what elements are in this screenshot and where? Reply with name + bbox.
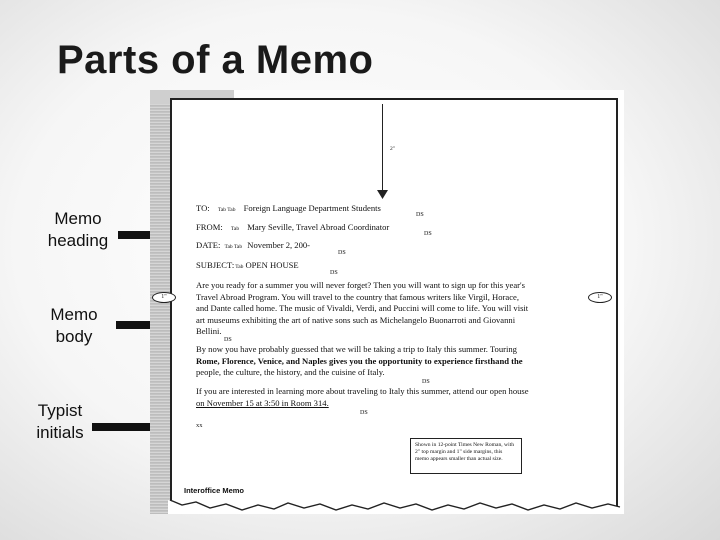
typist-initials-label (22, 400, 98, 444)
body-line: Bellini. (196, 326, 222, 336)
label-line: Memo (50, 305, 98, 324)
to-label: TO: (196, 203, 210, 213)
ds-mark: DS (416, 212, 424, 218)
body-line: people, the culture, the history, and the cuisine of Italy. (196, 367, 385, 377)
label-line: initials (36, 423, 84, 442)
body-line: If you are interested in learning more about traveling to Italy this summer, attend our open house (196, 386, 529, 396)
to-value: Foreign Language Department Students (243, 203, 381, 213)
body-line: Rome, Florence, Venice, and Naples gives you the opportunity to experience firsthand the (196, 355, 523, 366)
subject-value: OPEN HOUSE (245, 260, 299, 270)
body-line: art museums exhibiting the art of native sons such as Michelangelo Buonarroti and Giovanni (196, 314, 516, 325)
date-value: November 2, 200- (247, 240, 311, 250)
subject-label: SUBJECT: (196, 260, 235, 270)
top-margin-mark: 2" (390, 146, 395, 152)
body-line: Travel Abroad Program. You will travel to the country that famous writers like Virgil, Horace, (196, 291, 519, 302)
ds-mark: DS (338, 250, 346, 256)
body-line: Are you ready for a summer you will never forget? Then you will want to sign up for this year's (196, 280, 525, 290)
label-line: Memo (54, 209, 102, 228)
memo-body-label (36, 304, 112, 348)
typist-initials: xx (196, 422, 203, 429)
from-value: Mary Seville, Travel Abroad Coordinator (247, 222, 390, 232)
subject-tabs: Tab (235, 264, 244, 270)
ds-mark: DS (422, 379, 430, 385)
torn-edge (168, 498, 622, 514)
to-tabs: Tab Tab (217, 207, 236, 213)
size-note-box: Shown in 12-point Times New Roman, with 2" top margin and 1" side margins, this memo appears smaller than actual size. (410, 438, 522, 474)
date-label: DATE: (196, 240, 221, 250)
ds-mark: DS (330, 270, 338, 276)
slide-title: Parts of a Memo (57, 38, 374, 82)
ds-mark: DS (360, 410, 368, 416)
subject-line (196, 260, 299, 274)
memo-footer-label: Interoffice Memo (184, 486, 245, 495)
label-line: Typist (37, 401, 83, 420)
left-margin-badge: 1" (152, 292, 176, 303)
body-line: on November 15 at 3:50 in Room 314. (196, 397, 329, 408)
memo-document-image (150, 90, 624, 514)
date-line (196, 240, 310, 254)
body-line: By now you have probably guessed that we will be taking a trip to Italy this summer. Touring (196, 344, 517, 354)
memo-page (161, 98, 618, 508)
ds-mark: DS (224, 337, 232, 343)
ds-mark: DS (424, 231, 432, 237)
from-tabs: Tab (230, 226, 240, 232)
from-line (196, 222, 389, 236)
date-tabs: Tab Tab (224, 244, 243, 250)
label-line: heading (47, 231, 109, 250)
top-margin-line (382, 104, 383, 192)
from-label: FROM: (196, 222, 223, 232)
right-margin-badge: 1" (588, 292, 612, 303)
to-line (196, 203, 381, 217)
down-arrow-icon (377, 190, 388, 200)
label-line: body (55, 327, 93, 346)
body-line: and Dante called home. The music of Vivaldi, Verdi, and Puccini will come to life. You will visit (196, 303, 529, 313)
memo-heading-label (40, 208, 116, 252)
